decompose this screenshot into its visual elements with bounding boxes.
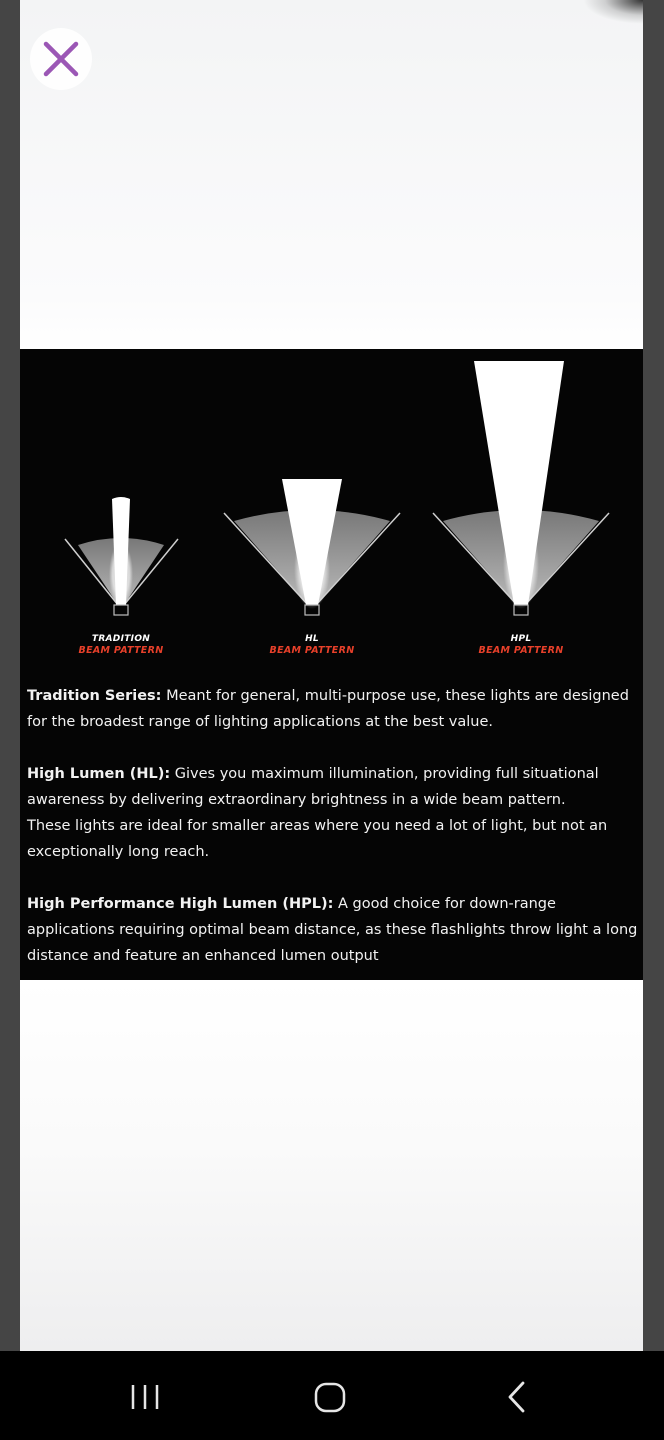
recents-icon xyxy=(120,1377,170,1417)
beam-descriptions xyxy=(27,683,641,969)
beam-diagram xyxy=(20,349,643,669)
hl-description xyxy=(27,761,641,865)
description-text: Meant for general, multi-purpose use, these lights are designed for the broadest range of lighting applications at the best value. xyxy=(27,688,629,730)
beam-name: HL xyxy=(305,634,319,644)
hl-beam-graphic xyxy=(224,479,400,615)
beam-name: HPL xyxy=(510,634,532,644)
beam-pattern-text: BEAM PATTERN xyxy=(269,645,355,656)
home-icon xyxy=(305,1377,355,1417)
back-icon xyxy=(492,1377,542,1417)
home-button[interactable] xyxy=(305,1377,355,1417)
description-text: These lights are ideal for smaller areas where you need a lot of light, but not an exceptionally long reach. xyxy=(27,818,608,860)
tradition-beam-label xyxy=(56,634,186,656)
beam-pattern-text: BEAM PATTERN xyxy=(478,645,564,656)
close-button[interactable] xyxy=(30,28,92,90)
description-text: Gives you maximum illumination, providing full situational awareness by delivering extraordinary brightness in a wide beam pattern. xyxy=(27,766,599,808)
description-term: High Performance High Lumen (HPL): xyxy=(27,896,334,912)
photo-shadow xyxy=(583,0,643,24)
description-term: Tradition Series: xyxy=(27,688,162,704)
beam-pattern-text: BEAM PATTERN xyxy=(78,645,164,656)
navigation-bar xyxy=(0,1351,664,1440)
tradition-beam-graphic xyxy=(65,497,178,615)
hpl-beam-label xyxy=(456,634,586,656)
recents-button[interactable] xyxy=(120,1377,170,1417)
hl-beam-label xyxy=(247,634,377,656)
beam-name: TRADITION xyxy=(91,634,151,644)
close-icon xyxy=(41,39,81,79)
photo-background xyxy=(20,980,643,1351)
tradition-description xyxy=(27,683,641,735)
hpl-beam-graphic xyxy=(433,361,609,615)
beam-pattern-image xyxy=(20,349,643,980)
hpl-description xyxy=(27,891,641,969)
description-term: High Lumen (HL): xyxy=(27,766,171,782)
back-button[interactable] xyxy=(492,1377,542,1417)
description-text: A good choice for down-range applications requiring optimal beam distance, as these flashlights throw light a long distance and feature an enhanced lumen output xyxy=(27,896,638,964)
